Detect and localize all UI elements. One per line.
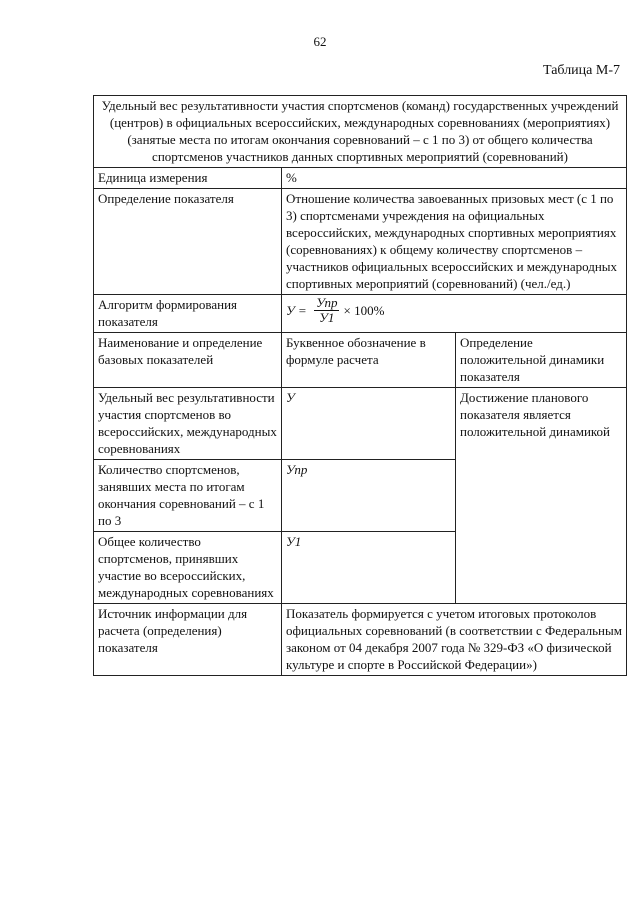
indicator-table	[93, 95, 627, 676]
formula-equals: =	[298, 303, 307, 318]
source-label: Источник информации для расчета (определения) показателя	[94, 604, 282, 676]
definition-row	[94, 189, 627, 295]
definition-value: Отношение количества завоеванных призовых мест (с 1 по 3) спортсменами учреждения на официальных всероссийских, международных спортивных мероприятиях (соревнованиях) к общему количеству спортсменов – участников официальных всероссийских и международных спортивных мероприятий (соревнований) (чел./ед.)	[282, 189, 627, 295]
positive-dynamics: Достижение планового показателя является положительной динамикой	[456, 388, 627, 604]
definition-label: Определение показателя	[94, 189, 282, 295]
header-name: Наименование и определение базовых показателей	[94, 333, 282, 388]
base-indicator-name: Количество спортсменов, занявших места по итогам окончания соревнований – с 1 по 3	[94, 460, 282, 532]
calculation-formula	[286, 296, 622, 325]
formula-lhs: У	[286, 303, 295, 318]
indicator-title: Удельный вес результативности участия спортсменов (команд) государственных учреждений (центров) в официальных всероссийских, международных соревнованиях (мероприятиях) (занятые места по итогам окончания соревнований – с 1 по 3) от общего количества спортсменов участников данных спортивных мероприятий (соревнований)	[94, 96, 627, 168]
unit-row	[94, 168, 627, 189]
table-row	[94, 388, 627, 460]
unit-label: Единица измерения	[94, 168, 282, 189]
algorithm-row	[94, 295, 627, 333]
header-row	[94, 333, 627, 388]
header-symbol: Буквенное обозначение в формуле расчета	[282, 333, 456, 388]
base-indicator-symbol: У1	[282, 532, 456, 604]
formula-denominator: У1	[319, 310, 335, 325]
title-row	[94, 96, 627, 168]
algorithm-label: Алгоритм формирования показателя	[94, 295, 282, 333]
base-indicator-symbol: У	[282, 388, 456, 460]
algorithm-formula-cell	[282, 295, 627, 333]
formula-fraction	[314, 296, 339, 325]
base-indicator-name: Общее количество спортсменов, принявших участие во всероссийских, международных соревнованиях	[94, 532, 282, 604]
header-dynamics: Определение положительной динамики показателя	[456, 333, 627, 388]
table-label: Таблица М-7	[543, 63, 620, 78]
source-row	[94, 604, 627, 676]
unit-value: %	[282, 168, 627, 189]
base-indicator-name: Удельный вес результативности участия спортсменов во всероссийских, международных соревнованиях	[94, 388, 282, 460]
base-indicator-symbol: Упр	[282, 460, 456, 532]
page-number: 62	[313, 34, 327, 49]
formula-numerator: Упр	[316, 295, 338, 310]
source-value: Показатель формируется с учетом итоговых протоколов официальных соревнований (в соответствии с Федеральным законом от 04 декабря 2007 года № 329-ФЗ «О физической культуре и спорте в Российской Федерации»)	[282, 604, 627, 676]
formula-suffix: × 100%	[343, 303, 385, 318]
